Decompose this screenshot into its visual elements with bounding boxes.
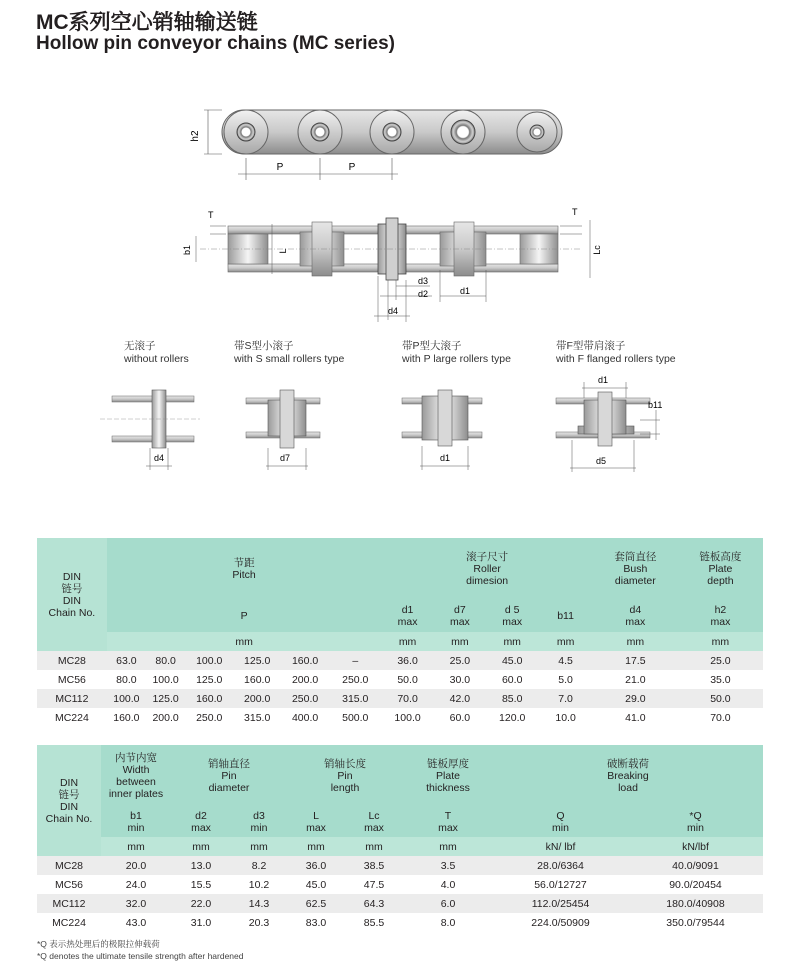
- unit-cell: mm: [231, 837, 287, 856]
- unit-cell: mm: [171, 837, 231, 856]
- value-cell: 125.0: [233, 651, 281, 670]
- value-cell: 64.3: [345, 894, 403, 913]
- value-cell: 45.0: [305, 878, 327, 891]
- page-title-cn: MC系列空心销轴输送链: [36, 11, 258, 34]
- value-cell: 20.3: [248, 916, 270, 929]
- roller-header: 滚子尺寸 Roller dimesion: [381, 538, 592, 600]
- sub-q: Q min: [493, 807, 628, 837]
- page-title-en: Hollow pin conveyor chains (MC series): [36, 33, 395, 54]
- unit-cell: mm: [434, 632, 486, 651]
- chain-no-cell: MC224: [52, 916, 86, 929]
- dim-lc: Lc: [592, 245, 602, 255]
- value-cell: 32.0: [101, 894, 171, 913]
- table-row: [37, 856, 763, 875]
- dim-roller-4-top: d1: [598, 375, 609, 385]
- value-cell: 85.0: [486, 689, 538, 708]
- din-header: DIN 链号 DIN Chain No.: [37, 745, 101, 856]
- table-row: [37, 913, 763, 932]
- unit-cell: kN/ lbf: [493, 837, 628, 856]
- value-cell: 21.0: [625, 673, 646, 686]
- value-cell: 6.0: [403, 894, 493, 913]
- dim-d3: d3: [418, 276, 429, 286]
- value-cell: 22.0: [171, 894, 231, 913]
- value-cell: 25.0: [434, 651, 486, 670]
- pin-hole: [517, 112, 557, 152]
- value-cell: 160.0: [185, 689, 233, 708]
- dim-roller-1: d4: [154, 453, 165, 463]
- value-cell: 10.0: [555, 711, 576, 724]
- value-cell: 8.2: [231, 856, 287, 875]
- value-cell: 62.5: [287, 894, 345, 913]
- dim-h2: h2: [190, 130, 201, 142]
- value-cell: 29.0: [593, 689, 678, 708]
- sub-q-star: *Q min: [628, 807, 763, 837]
- value-cell: 83.0: [305, 916, 327, 929]
- sub-b11: b11: [538, 600, 593, 632]
- sub-d7: d7 max: [434, 600, 486, 632]
- dim-t-2: T: [572, 207, 578, 217]
- value-cell: 100.0: [185, 651, 233, 670]
- table-row: [37, 875, 763, 894]
- unit-cell: mm: [593, 632, 678, 651]
- value-cell: 24.0: [125, 878, 147, 891]
- din-header: DIN 链号 DIN Chain No.: [37, 538, 107, 651]
- value-cell: 224.0/50909: [531, 916, 590, 929]
- caption-flanged-rollers: 带F型带肩滚子 with F flanged rollers type: [556, 340, 676, 365]
- value-cell: 500.0: [342, 711, 369, 724]
- value-cell: 56.0/12727: [534, 878, 587, 891]
- dim-b1: b1: [182, 244, 192, 256]
- chain-side-view: [182, 207, 602, 322]
- table-row: [37, 670, 763, 689]
- value-cell: 125.0: [196, 673, 223, 686]
- dim-t-1: T: [208, 210, 214, 220]
- dim-d4: d4: [388, 306, 399, 316]
- pin-length-header: 销轴长度 Pin length: [287, 745, 403, 807]
- dim-roller-4-side: b11: [648, 400, 663, 410]
- unit-cell: mm: [345, 837, 403, 856]
- sub-d5: d 5 max: [486, 600, 538, 632]
- sub-h2: h2 max: [678, 600, 763, 632]
- value-cell: 315.0: [329, 689, 381, 708]
- value-cell: 13.0: [171, 856, 231, 875]
- value-cell: 31.0: [190, 916, 212, 929]
- plate-header: 链板高度 Plate depth: [678, 538, 763, 600]
- roller-view-small: [246, 390, 320, 470]
- value-cell: 30.0: [449, 673, 471, 686]
- pin-hole: [441, 110, 485, 154]
- value-cell: 160.0: [281, 651, 329, 670]
- sub-d3: d3 min: [231, 807, 287, 837]
- dim-l: L: [278, 248, 288, 254]
- value-cell: 50.0: [678, 689, 763, 708]
- value-cell: 100.0: [107, 689, 146, 708]
- chain-diagram: [0, 60, 800, 480]
- value-cell: 200.0: [233, 689, 281, 708]
- sub-b1: b1 min: [101, 807, 171, 837]
- unit-cell: mm: [287, 837, 345, 856]
- value-cell: 41.0: [625, 711, 646, 724]
- chain-front-view: [190, 110, 562, 180]
- value-cell: 15.5: [190, 878, 212, 891]
- value-cell: 400.0: [291, 711, 319, 724]
- value-cell: 3.5: [403, 856, 493, 875]
- value-cell: 70.0: [381, 689, 433, 708]
- pin-diameter-header: 销轴直径 Pin diameter: [171, 745, 287, 807]
- value-cell: 43.0: [125, 916, 147, 929]
- value-cell: 200.0: [152, 711, 179, 724]
- value-cell: 100.0: [152, 673, 179, 686]
- table-row: [37, 894, 763, 913]
- value-cell: 100.0: [394, 711, 421, 724]
- chain-no-cell: MC28: [37, 856, 101, 875]
- value-cell: 250.0: [342, 673, 369, 686]
- value-cell: 28.0/6364: [493, 856, 628, 875]
- chain-no-cell: MC112: [37, 689, 107, 708]
- roller-view-large: [402, 390, 482, 470]
- dim-d2: d2: [418, 289, 429, 299]
- chain-no-cell: MC56: [57, 673, 86, 686]
- table-row: [37, 651, 763, 670]
- table-row: [37, 708, 763, 727]
- width-header: 内节内宽 Width between inner plates: [101, 745, 171, 807]
- value-cell: 42.0: [434, 689, 486, 708]
- value-cell: 85.5: [363, 916, 385, 929]
- value-cell: 200.0: [291, 673, 319, 686]
- chain-no-cell: MC112: [37, 894, 101, 913]
- roller-view-flanged: [556, 375, 662, 472]
- dim-roller-2: d7: [280, 453, 291, 463]
- unit-cell: kN/lbf: [628, 837, 763, 856]
- value-cell: 17.5: [593, 651, 678, 670]
- value-cell: 70.0: [710, 711, 731, 724]
- value-cell: 180.0/40908: [628, 894, 763, 913]
- footnotes: [37, 938, 244, 962]
- value-cell: 5.0: [558, 673, 573, 686]
- footnote-en: *Q denotes the ultimate tensile strength after hardened: [37, 951, 244, 961]
- value-cell: 40.0/9091: [628, 856, 763, 875]
- sub-d4: d4 max: [593, 600, 678, 632]
- value-cell: 120.0: [499, 711, 526, 724]
- unit-cell: mm: [486, 632, 538, 651]
- dim-d1: d1: [460, 286, 471, 296]
- sub-d2: d2 max: [171, 807, 231, 837]
- value-cell: 250.0: [281, 689, 329, 708]
- footnote-cn: *Q 表示热处理后的极限拉伸载荷: [37, 939, 160, 949]
- breaking-load-header: 破断载荷 Breaking load: [493, 745, 763, 807]
- value-cell: 125.0: [146, 689, 185, 708]
- unit-cell: mm: [538, 632, 593, 651]
- caption-without-rollers: 无滚子 without rollers: [124, 340, 189, 365]
- value-cell: 47.5: [363, 878, 385, 891]
- dim-p-2: P: [348, 162, 356, 173]
- plate-thickness-header: 链板厚度 Plate thickness: [403, 745, 493, 807]
- sub-d1: d1 max: [381, 600, 433, 632]
- value-cell: 36.0: [287, 856, 345, 875]
- pin-hole: [224, 110, 268, 154]
- value-cell: 38.5: [345, 856, 403, 875]
- spec-table-pitch: [37, 538, 763, 727]
- value-cell: 90.0/20454: [669, 878, 722, 891]
- value-cell: 250.0: [196, 711, 223, 724]
- sub-t: T max: [403, 807, 493, 837]
- table-row: [37, 689, 763, 708]
- value-cell: 10.2: [248, 878, 270, 891]
- dim-p-1: P: [276, 162, 284, 173]
- chain-no-cell: MC28: [37, 651, 107, 670]
- value-cell: 7.0: [538, 689, 593, 708]
- caption-small-rollers: 带S型小滚子 with S small rollers type: [234, 340, 345, 365]
- value-cell: 160.0: [113, 711, 140, 724]
- chain-no-cell: MC224: [54, 711, 89, 724]
- roller-view-without: [100, 390, 200, 470]
- value-cell: 36.0: [381, 651, 433, 670]
- spec-table-dimensions: [37, 745, 763, 932]
- caption-large-rollers: 带P型大滚子 with P large rollers type: [402, 340, 511, 365]
- dim-roller-4: d5: [596, 456, 607, 466]
- value-cell: 60.0: [449, 711, 471, 724]
- value-cell: 80.0: [116, 673, 137, 686]
- value-cell: 4.0: [440, 878, 456, 891]
- dim-roller-3: d1: [440, 453, 451, 463]
- value-cell: 60.0: [501, 673, 523, 686]
- value-cell: 80.0: [146, 651, 185, 670]
- value-cell: 20.0: [101, 856, 171, 875]
- value-cell: –: [329, 651, 381, 670]
- sub-l: L max: [287, 807, 345, 837]
- value-cell: 35.0: [710, 673, 731, 686]
- pitch-header: 节距 Pitch: [107, 538, 382, 600]
- unit-cell: mm: [381, 632, 433, 651]
- value-cell: 350.0/79544: [666, 916, 725, 929]
- value-cell: 14.3: [231, 894, 287, 913]
- value-cell: 160.0: [244, 673, 271, 686]
- value-cell: 8.0: [440, 916, 456, 929]
- pitch-unit: mm: [107, 632, 382, 651]
- value-cell: 4.5: [538, 651, 593, 670]
- chain-no-cell: MC56: [54, 878, 83, 891]
- unit-cell: mm: [101, 837, 171, 856]
- value-cell: 45.0: [486, 651, 538, 670]
- unit-cell: mm: [403, 837, 493, 856]
- sub-lc: Lc max: [345, 807, 403, 837]
- pin-hole: [298, 110, 342, 154]
- pin-hole: [370, 110, 414, 154]
- bush-header: 套筒直径 Bush diameter: [593, 538, 678, 600]
- value-cell: 50.0: [397, 673, 418, 686]
- unit-cell: mm: [678, 632, 763, 651]
- value-cell: 315.0: [244, 711, 271, 724]
- value-cell: 63.0: [107, 651, 146, 670]
- value-cell: 112.0/25454: [493, 894, 628, 913]
- pitch-symbol: P: [107, 600, 382, 632]
- value-cell: 25.0: [678, 651, 763, 670]
